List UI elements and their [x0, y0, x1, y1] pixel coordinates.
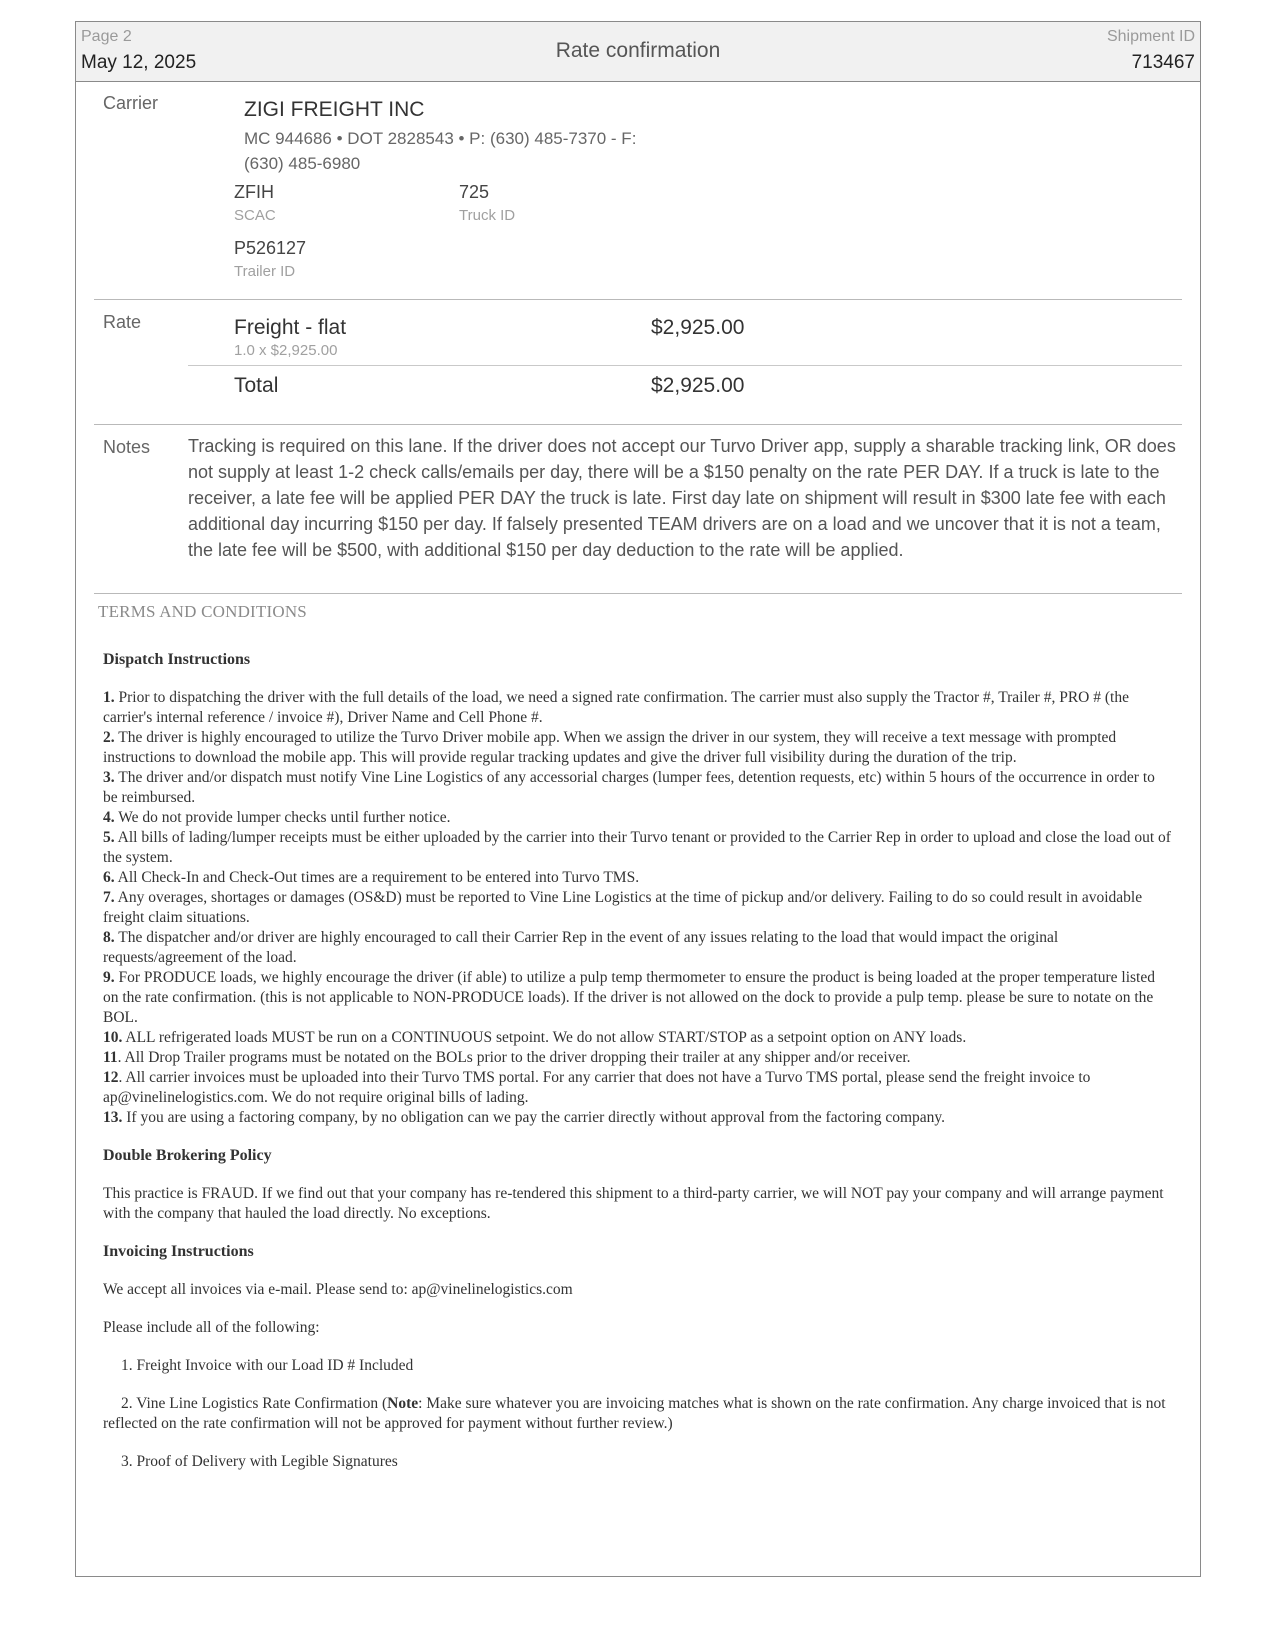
- invoice-requirement-item: 3. Proof of Delivery with Legible Signatures: [121, 1453, 398, 1470]
- section-divider: [94, 299, 1182, 300]
- list-item: 7. Any overages, shortages or damages (OS&D) must be reported to Vine Line Logistics at the time of pickup and/or delivery. Failing to do so could result in avoidable freight claim situations.: [103, 889, 1143, 926]
- rate-line-name: Freight - flat: [234, 316, 347, 339]
- invoicing-heading: Invoicing Instructions: [103, 1243, 254, 1260]
- list-item: 13. If you are using a factoring company, by no obligation can we pay the carrier directly without approval from the factoring company.: [103, 1109, 946, 1126]
- section-divider: [94, 424, 1182, 425]
- rate-confirmation-document: [75, 21, 1201, 1577]
- rate-line-amount: $2,925.00: [651, 316, 745, 339]
- list-item: 8. The dispatcher and/or driver are highly encouraged to call their Carrier Rep in the event of any issues relating to the load that would impact the original requests/agreement of the load.: [103, 929, 1059, 966]
- carrier-name: ZIGI FREIGHT INC: [244, 98, 425, 121]
- scac-label: SCAC: [234, 207, 276, 224]
- list-item: 11. All Drop Trailer programs must be notated on the BOLs prior to the driver dropping their trailer at any shipper and/or receiver.: [103, 1049, 911, 1066]
- shipment-id-label: Shipment ID: [1106, 28, 1195, 45]
- list-item: 1. Prior to dispatching the driver with the full details of the load, we need a signed rate confirmation. The carrier must also supply the Tractor #, Trailer #, PRO # (the carrier's internal reference / invoice #), Driver Name and Cell Phone #.: [103, 689, 1129, 726]
- dispatch-instructions-heading: Dispatch Instructions: [103, 651, 251, 668]
- double-brokering-heading: Double Brokering Policy: [103, 1147, 272, 1164]
- invoicing-include-line: Please include all of the following:: [103, 1319, 320, 1336]
- rate-total-amount: $2,925.00: [651, 374, 745, 397]
- list-item: 5. All bills of lading/lumper receipts must be either uploaded by the carrier into their Turvo tenant or provided to the Carrier Rep in order to upload and close the load out of the system.: [103, 829, 1171, 866]
- list-item: 9. For PRODUCE loads, we highly encourage the driver (if able) to utilize a pulp temp thermometer to ensure the product is being loaded at the proper temperature listed on the rate confirmation. (this is not applicable to NON-PRODUCE loads). If the driver is not allowed on the dock to provide a pulp temp. please be sure to notate on the BOL.: [103, 969, 1155, 1026]
- invoice-requirement-item: 1. Freight Invoice with our Load ID # Included: [121, 1357, 414, 1374]
- truck-id-value: 725: [459, 182, 490, 202]
- list-item: 6. All Check-In and Check-Out times are a requirement to be entered into Turvo TMS.: [103, 869, 640, 886]
- double-brokering-text: This practice is FRAUD. If we find out that your company has re-tendered this shipment to a third-party carrier, we will NOT pay your company and will arrange payment with the company that hauled the load directly. No exceptions.: [103, 1185, 1164, 1222]
- list-item: 2. The driver is highly encouraged to utilize the Turvo Driver mobile app. When we assign the driver in our system, they will receive a text message with prompted instructions to download the mobile app. This will provide regular tracking updates and give the driver full visibility during the duration of the trip.: [103, 729, 1117, 766]
- rate-section-label: Rate: [103, 312, 142, 332]
- rate-total-label: Total: [234, 374, 279, 397]
- notes-text: Tracking is required on this lane. If the driver does not accept our Turvo Driver app, supply a sharable tracking link, OR does not supply at least 1-2 check calls/emails per day, there will be a $150 penalty on the rate PER DAY. If a truck is late to the receiver, a late fee will be applied PER DAY the truck is late. First day late on shipment will result in $300 late fee with each additional day incurring $150 per day. If falsely presented TEAM drivers are on a load and we uncover that it is not a team, the late fee will be $500, with additional $150 per day deduction to the rate will be applied.: [188, 436, 1176, 560]
- trailer-id-value: P526127: [234, 238, 307, 258]
- document-title: Rate confirmation: [555, 39, 721, 62]
- list-item: 10. ALL refrigerated loads MUST be run on a CONTINUOUS setpoint. We do not allow START/STOP as a setpoint option on ANY loads.: [103, 1029, 967, 1046]
- carrier-contact-info: MC 944686 • DOT 2828543 • P: (630) 485-7370 - F: (630) 485-6980: [244, 129, 637, 173]
- rate-line-detail: 1.0 x $2,925.00: [234, 342, 338, 359]
- shipment-id-value: 713467: [1131, 52, 1195, 73]
- truck-id-label: Truck ID: [459, 207, 516, 224]
- invoicing-email-line: We accept all invoices via e-mail. Please send to: ap@vinelinelogistics.com: [103, 1281, 573, 1298]
- page-header: [76, 22, 1200, 82]
- terms-body: [103, 638, 1173, 1490]
- rate-total-divider: [188, 365, 1182, 366]
- notes-section-label: Notes: [103, 437, 151, 457]
- list-item: 4. We do not provide lumper checks until further notice.: [103, 809, 451, 826]
- terms-title: TERMS AND CONDITIONS: [98, 602, 307, 621]
- invoice-requirement-item: 2. Vine Line Logistics Rate Confirmation (Note: Make sure whatever you are invoicing matches what is shown on the rate confirmation. Any charge invoiced that is not reflected on the rate confirmation will not be approved for payment without further review.): [103, 1395, 1166, 1432]
- page-number: Page 2: [81, 28, 132, 45]
- section-divider: [94, 593, 1182, 594]
- dispatch-instructions-list: [103, 688, 1173, 1128]
- carrier-section-label: Carrier: [103, 93, 159, 113]
- trailer-id-label: Trailer ID: [234, 263, 296, 280]
- scac-value: ZFIH: [234, 182, 274, 202]
- document-date: May 12, 2025: [81, 52, 197, 73]
- list-item: 3. The driver and/or dispatch must notify Vine Line Logistics of any accessorial charges (lumper fees, detention requests, etc) within 5 hours of the occurrence in order to be reimbursed.: [103, 769, 1155, 806]
- list-item: 12. All carrier invoices must be uploaded into their Turvo TMS portal. For any carrier that does not have a Turvo TMS portal, please send the freight invoice to ap@vinelinelogistics.com. We do not require original bills of lading.: [103, 1069, 1091, 1106]
